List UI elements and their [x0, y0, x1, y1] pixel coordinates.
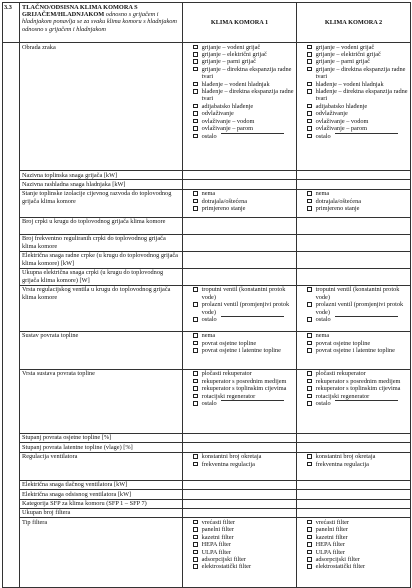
checkbox-option[interactable] — [185, 118, 294, 125]
checkbox-square[interactable] — [307, 348, 312, 353]
checkbox-label: HEPA filter — [201, 541, 231, 549]
options-komora-1 — [183, 331, 297, 369]
checkbox-square[interactable] — [193, 119, 198, 124]
row-label: Ukupna električna snaga crpki (u krugu do toplovodnog grijača klima komore) [W] — [20, 268, 183, 285]
checkbox-square[interactable] — [307, 104, 312, 109]
checkbox-option[interactable] — [185, 519, 294, 526]
checkbox-label: adsorpcijski filter — [201, 555, 246, 563]
checkbox-option[interactable] — [299, 103, 408, 110]
checkbox-option[interactable] — [299, 133, 408, 140]
checkbox-option[interactable] — [185, 301, 294, 316]
checkbox-square[interactable] — [307, 333, 312, 338]
fill-in-line[interactable] — [221, 400, 284, 401]
options-komora-1 — [183, 285, 297, 331]
checkbox-option[interactable] — [185, 340, 294, 347]
checkbox-square[interactable] — [307, 45, 312, 50]
checkbox-square[interactable] — [193, 557, 198, 562]
checkbox-square[interactable] — [307, 191, 312, 196]
fill-in-line[interactable] — [335, 316, 398, 317]
checkbox-option[interactable] — [185, 549, 294, 556]
checkbox-option[interactable] — [185, 133, 294, 140]
row-ventili — [3, 285, 411, 331]
checkbox-option[interactable] — [299, 58, 408, 65]
row-regulacija — [3, 452, 411, 480]
checkbox-label: rekuperator s posrednim medijem — [201, 377, 287, 385]
checkbox-option[interactable] — [185, 66, 294, 81]
row-label: Električna snaga tlačnog ventilatora [kW] — [20, 480, 183, 489]
checkbox-square[interactable] — [307, 52, 312, 57]
row-label: Stupanj povrata osjetne topline [%] — [20, 433, 183, 442]
fill-in-line[interactable] — [335, 133, 398, 134]
checkbox-option[interactable] — [299, 370, 408, 377]
checkbox-square[interactable] — [193, 379, 198, 384]
value-komora-2[interactable] — [297, 251, 411, 268]
checkbox-option[interactable] — [299, 88, 408, 103]
checkbox-square[interactable] — [193, 371, 198, 376]
checkbox-label: grijanje – direktna ekspanzija radne tvari — [201, 65, 292, 81]
checkbox-label: hlađenje – vodeni hladnjak — [201, 80, 270, 88]
checkbox-option[interactable] — [299, 332, 408, 339]
row-label: Broj crpki u krugu do toplovodnog grijača klima komore — [20, 217, 183, 234]
checkbox-option[interactable] — [185, 393, 294, 400]
checkbox-square[interactable] — [193, 401, 198, 406]
checkbox-square[interactable] — [307, 454, 312, 459]
column-header-1: KLIMA KOMORA 1 — [183, 3, 297, 43]
checkbox-label: grijanje – vodeni grijač — [315, 43, 375, 51]
checkbox-square[interactable] — [193, 386, 198, 391]
checkbox-option[interactable] — [185, 400, 294, 407]
checkbox-label: ULPA filter — [315, 548, 345, 556]
checkbox-square[interactable] — [307, 527, 312, 532]
checkbox-square[interactable] — [193, 317, 198, 322]
options-komora-1 — [183, 518, 297, 588]
value-komora-1[interactable] — [183, 490, 297, 499]
checkbox-option[interactable] — [299, 347, 408, 354]
checkbox-square[interactable] — [193, 89, 198, 94]
checkbox-option[interactable] — [299, 400, 408, 407]
checkbox-label: pločasti rekuperator — [201, 370, 252, 378]
checkbox-square[interactable] — [307, 371, 312, 376]
checkbox-square[interactable] — [307, 542, 312, 547]
checkbox-option[interactable] — [299, 541, 408, 548]
checkbox-option[interactable] — [185, 110, 294, 117]
value-komora-1[interactable] — [183, 499, 297, 508]
checkbox-label: hlađenje – direktna ekspanzija radne tvari — [201, 88, 294, 103]
checkbox-label: hlađenje – vodeni hladnjak — [315, 80, 384, 88]
checkbox-label: konstantni broj okretaja — [315, 453, 376, 461]
checkbox-square[interactable] — [193, 564, 198, 569]
checkbox-option[interactable] — [299, 44, 408, 51]
checkbox-label: rekuperator s toplinskim cijevima — [201, 385, 287, 393]
row-label: Električna snaga odsisnog ventilatora [kW] — [20, 490, 183, 499]
checkbox-label: ostalo — [201, 316, 217, 324]
checkbox-option[interactable] — [185, 316, 294, 323]
checkbox-option[interactable] — [185, 378, 294, 385]
checkbox-square[interactable] — [193, 45, 198, 50]
checkbox-label: odvlaživanje — [201, 110, 234, 118]
checkbox-option[interactable] — [185, 563, 294, 570]
checkbox-label: pločasti rekuperator — [315, 370, 366, 378]
checkbox-label: ovlaživanje – vodom — [315, 117, 369, 125]
value-komora-1[interactable] — [183, 508, 297, 517]
checkbox-label: vrećasti filter — [315, 518, 349, 526]
value-komora-1[interactable] — [183, 234, 297, 251]
row-broj-frekventnih — [3, 234, 411, 251]
options-komora-2 — [297, 518, 411, 588]
fill-in-line[interactable] — [335, 400, 398, 401]
checkbox-square[interactable] — [193, 520, 198, 525]
checkbox-label: adijabatsko hlađenje — [315, 102, 368, 110]
checkbox-square[interactable] — [193, 527, 198, 532]
checkbox-square[interactable] — [193, 199, 198, 204]
row-label: Nazivna rashladna snaga hladnjaka [kW] — [20, 180, 183, 189]
checkbox-option[interactable] — [299, 190, 408, 197]
fill-in-line[interactable] — [221, 316, 284, 317]
checkbox-square[interactable] — [307, 394, 312, 399]
checkbox-label: ULPA filter — [201, 548, 231, 556]
options-komora-2 — [297, 285, 411, 331]
checkbox-label: grijanje – električni grijač — [315, 50, 381, 58]
section-title-italic: odnosno s grijačem i hladnjakom ponavlja se za svaku klima komoru s hladnjakom odnosno s grijačem i hladnjakom — [22, 10, 177, 33]
row-stupanj-latentne — [3, 443, 411, 452]
checkbox-option[interactable] — [185, 58, 294, 65]
checkbox-square[interactable] — [307, 82, 312, 87]
row-label: Vrsta regulacijskog ventila u krugu do toplovodnog grijača klima komore — [20, 285, 183, 331]
value-komora-2[interactable] — [297, 171, 411, 180]
options-komora-1 — [183, 43, 297, 171]
checkbox-label: adijabatsko hlađenje — [201, 102, 254, 110]
checkbox-option[interactable] — [185, 51, 294, 58]
column-header-2: KLIMA KOMORA 2 — [297, 3, 411, 43]
checkbox-label: rekuperator s toplinskim cijevima — [315, 385, 401, 393]
checkbox-option[interactable] — [185, 461, 294, 468]
checkbox-label: rotacijski regenerator — [201, 392, 256, 400]
row-label: Stupanj povrata latentne topline (vlage) [%] — [20, 443, 183, 452]
checkbox-square[interactable] — [193, 462, 198, 467]
checkbox-option[interactable] — [185, 556, 294, 563]
checkbox-square[interactable] — [307, 520, 312, 525]
checkbox-square[interactable] — [307, 557, 312, 562]
checkbox-option[interactable] — [185, 347, 294, 354]
row-obrada-zraka — [3, 43, 411, 171]
checkbox-label: vrećasti filter — [201, 518, 235, 526]
checkbox-label: prolazni ventil (promjenjivi protok vode) — [315, 301, 404, 316]
value-komora-1[interactable] — [183, 443, 297, 452]
checkbox-label: kazetni filter — [315, 533, 348, 541]
row-label: Ukupan broj filtera — [20, 508, 183, 517]
checkbox-square[interactable] — [307, 59, 312, 64]
row-label: Broj frekventno reguliranih crpki do toplovodnog grijača klima komore — [20, 234, 183, 251]
checkbox-label: rotacijski regenerator — [315, 392, 370, 400]
checkbox-label: grijanje – električni grijač — [201, 50, 267, 58]
checkbox-label: grijanje – direktna ekspanzija radne tvari — [315, 65, 406, 81]
checkbox-option[interactable] — [299, 385, 408, 392]
value-komora-2[interactable] — [297, 490, 411, 499]
value-komora-1[interactable] — [183, 251, 297, 268]
checkbox-label: grijanje – vodeni grijač — [201, 43, 261, 51]
checkbox-square[interactable] — [193, 542, 198, 547]
value-komora-2[interactable] — [297, 217, 411, 234]
checkbox-option[interactable] — [185, 541, 294, 548]
row-sfp — [3, 499, 411, 508]
value-komora-2[interactable] — [297, 508, 411, 517]
checkbox-square[interactable] — [307, 119, 312, 124]
header-row — [3, 3, 411, 43]
checkbox-square[interactable] — [307, 126, 312, 131]
options-komora-2 — [297, 331, 411, 369]
checkbox-label: hlađenje – direktna ekspanzija radne tvari — [315, 88, 408, 103]
checkbox-label: ostalo — [315, 316, 331, 324]
checkbox-label: povrat osjetne topline — [315, 339, 371, 347]
checkbox-option[interactable] — [299, 51, 408, 58]
number-column — [3, 43, 20, 588]
checkbox-label: adsorpcijski filter — [315, 555, 360, 563]
section-number: 3.3 — [3, 3, 20, 43]
checkbox-label: povrat osjetne i latentne topline — [201, 347, 281, 355]
checkbox-option[interactable] — [299, 198, 408, 205]
value-komora-1[interactable] — [183, 180, 297, 189]
checkbox-option[interactable] — [185, 453, 294, 460]
checkbox-option[interactable] — [299, 118, 408, 125]
checkbox-option[interactable] — [299, 340, 408, 347]
checkbox-label: ostalo — [315, 132, 331, 140]
checkbox-option[interactable] — [185, 205, 294, 212]
checkbox-square[interactable] — [307, 302, 312, 307]
checkbox-option[interactable] — [299, 556, 408, 563]
value-komora-2[interactable] — [297, 234, 411, 251]
row-izolacija — [3, 189, 411, 217]
checkbox-label: ostalo — [201, 400, 217, 408]
checkbox-square[interactable] — [307, 199, 312, 204]
checkbox-label: nema — [315, 190, 330, 198]
row-label: Stanje toplinske izolacije cijevnog razvoda do toplovodnog grijača klima komore — [20, 189, 183, 217]
value-komora-1[interactable] — [183, 433, 297, 442]
checkbox-square[interactable] — [307, 550, 312, 555]
checkbox-option[interactable] — [299, 549, 408, 556]
value-komora-2[interactable] — [297, 433, 411, 442]
checkbox-label: frekventna regulacija — [201, 460, 255, 468]
checkbox-label: troputni ventil (konstantni protok vode) — [201, 286, 286, 301]
checkbox-label: nema — [201, 190, 216, 198]
checkbox-label: ostalo — [201, 132, 217, 140]
checkbox-square[interactable] — [193, 348, 198, 353]
checkbox-square[interactable] — [193, 104, 198, 109]
checkbox-label: elektrostatički filter — [201, 563, 252, 571]
row-label: Električna snaga radne crpke (u krugu do toplovodnog grijača klima komore) [kW] — [20, 251, 183, 268]
row-broj-crpki — [3, 217, 411, 234]
checkbox-square[interactable] — [307, 89, 312, 94]
checkbox-option[interactable] — [299, 316, 408, 323]
checkbox-option[interactable] — [185, 286, 294, 301]
checkbox-label: ovlaživanje – parom — [315, 125, 367, 133]
row-broj-filtera — [3, 508, 411, 517]
checkbox-square[interactable] — [307, 341, 312, 346]
checkbox-option[interactable] — [185, 88, 294, 103]
row-label: Obrada zraka — [20, 43, 183, 171]
checkbox-option[interactable] — [185, 190, 294, 197]
checkbox-square[interactable] — [193, 302, 198, 307]
checkbox-square[interactable] — [307, 564, 312, 569]
row-stupanj-osjetne — [3, 433, 411, 442]
checkbox-option[interactable] — [299, 110, 408, 117]
checkbox-option[interactable] — [185, 103, 294, 110]
row-snaga-odsisnog — [3, 490, 411, 499]
options-komora-2 — [297, 452, 411, 480]
checkbox-square[interactable] — [193, 550, 198, 555]
checkbox-option[interactable] — [299, 393, 408, 400]
row-label: Regulacija ventilatora — [20, 452, 183, 480]
checkbox-label: ovlaživanje – vodom — [201, 117, 255, 125]
checkbox-label: nema — [201, 332, 216, 340]
options-komora-2 — [297, 189, 411, 217]
checkbox-label: odvlaživanje — [315, 110, 348, 118]
checkbox-square[interactable] — [307, 67, 312, 72]
value-komora-2[interactable] — [297, 268, 411, 285]
row-filtri — [3, 518, 411, 588]
ac-unit-form-table — [2, 2, 411, 588]
checkbox-option[interactable] — [299, 526, 408, 533]
options-komora-1 — [183, 452, 297, 480]
checkbox-label: konstantni broj okretaja — [201, 453, 262, 461]
checkbox-option[interactable] — [299, 378, 408, 385]
checkbox-label: povrat osjetne topline — [201, 339, 257, 347]
checkbox-label: panelni filter — [201, 526, 234, 534]
row-label: Kategorija SFP za klima komoru (SFP 1 – SFP 7) — [20, 499, 183, 508]
checkbox-square[interactable] — [307, 379, 312, 384]
row-el-snaga-crpke — [3, 251, 411, 268]
checkbox-square[interactable] — [307, 386, 312, 391]
checkbox-label: rekuperator s posrednim medijem — [315, 377, 401, 385]
checkbox-label: elektrostatički filter — [315, 563, 366, 571]
checkbox-square[interactable] — [193, 333, 198, 338]
row-snaga-grijaca — [3, 171, 411, 180]
checkbox-label: prolazni ventil (promjenjivi protok vode) — [201, 301, 290, 316]
checkbox-square[interactable] — [193, 454, 198, 459]
row-ukupna-el-snaga — [3, 268, 411, 285]
checkbox-option[interactable] — [299, 519, 408, 526]
checkbox-option[interactable] — [299, 534, 408, 541]
checkbox-option[interactable] — [299, 301, 408, 316]
options-komora-2 — [297, 369, 411, 433]
checkbox-option[interactable] — [299, 453, 408, 460]
value-komora-1[interactable] — [183, 171, 297, 180]
checkbox-label: primjereno stanje — [315, 205, 360, 213]
checkbox-square[interactable] — [193, 82, 198, 87]
checkbox-square[interactable] — [307, 206, 312, 211]
checkbox-label: grijanje – parni grijač — [201, 58, 256, 66]
checkbox-square[interactable] — [307, 401, 312, 406]
row-snaga-hladnjaka — [3, 180, 411, 189]
checkbox-label: grijanje – parni grijač — [315, 58, 370, 66]
checkbox-label: HEPA filter — [315, 541, 345, 549]
checkbox-option[interactable] — [299, 66, 408, 81]
row-povrat — [3, 331, 411, 369]
checkbox-option[interactable] — [185, 44, 294, 51]
row-label: Tip filtera — [20, 518, 183, 588]
value-komora-2[interactable] — [297, 180, 411, 189]
checkbox-label: dotrajala/oštećena — [315, 197, 362, 205]
checkbox-label: dotrajala/oštećena — [201, 197, 248, 205]
section-title — [20, 3, 183, 43]
checkbox-option[interactable] — [299, 286, 408, 301]
checkbox-label: kazetni filter — [201, 533, 234, 541]
checkbox-square[interactable] — [193, 394, 198, 399]
checkbox-option[interactable] — [185, 370, 294, 377]
value-komora-2[interactable] — [297, 443, 411, 452]
row-label: Nazivna toplinska snaga grijača [kW] — [20, 171, 183, 180]
checkbox-option[interactable] — [299, 125, 408, 132]
checkbox-option[interactable] — [185, 198, 294, 205]
checkbox-label: primjereno stanje — [201, 205, 246, 213]
value-komora-1[interactable] — [183, 480, 297, 489]
checkbox-square[interactable] — [193, 59, 198, 64]
value-komora-1[interactable] — [183, 217, 297, 234]
value-komora-2[interactable] — [297, 480, 411, 489]
checkbox-square[interactable] — [193, 52, 198, 57]
row-vrsta-povrata — [3, 369, 411, 433]
checkbox-label: panelni filter — [315, 526, 348, 534]
options-komora-1 — [183, 369, 297, 433]
checkbox-square[interactable] — [193, 134, 198, 139]
checkbox-option[interactable] — [185, 332, 294, 339]
checkbox-label: nema — [315, 332, 330, 340]
checkbox-square[interactable] — [193, 67, 198, 72]
checkbox-square[interactable] — [307, 317, 312, 322]
checkbox-square[interactable] — [193, 287, 198, 292]
row-snaga-tlacnog — [3, 480, 411, 489]
options-komora-1 — [183, 189, 297, 217]
checkbox-option[interactable] — [299, 461, 408, 468]
value-komora-2[interactable] — [297, 499, 411, 508]
checkbox-square[interactable] — [193, 111, 198, 116]
checkbox-square[interactable] — [193, 126, 198, 131]
checkbox-square[interactable] — [307, 462, 312, 467]
checkbox-option[interactable] — [185, 526, 294, 533]
checkbox-square[interactable] — [193, 535, 198, 540]
checkbox-option[interactable] — [185, 534, 294, 541]
checkbox-label: frekventna regulacija — [315, 460, 369, 468]
value-komora-1[interactable] — [183, 268, 297, 285]
checkbox-square[interactable] — [307, 134, 312, 139]
checkbox-label: povrat osjetne i latentne topline — [315, 347, 395, 355]
checkbox-square[interactable] — [307, 287, 312, 292]
fill-in-line[interactable] — [221, 133, 284, 134]
row-label: Sustav povrata topline — [20, 331, 183, 369]
checkbox-option[interactable] — [299, 81, 408, 88]
checkbox-label: ovlaživanje – parom — [201, 125, 253, 133]
checkbox-square[interactable] — [193, 206, 198, 211]
section-title-bold: TLAČNO/ODSISNA KLIMA KOMORA S GRIJAČEM/HLADNJAKOM — [22, 3, 138, 18]
checkbox-label: troputni ventil (konstantni protok vode) — [315, 286, 400, 301]
row-label: Vrsta sustava povrata topline — [20, 369, 183, 433]
checkbox-option[interactable] — [185, 385, 294, 392]
checkbox-square[interactable] — [193, 191, 198, 196]
checkbox-square[interactable] — [307, 535, 312, 540]
checkbox-option[interactable] — [185, 81, 294, 88]
options-komora-2 — [297, 43, 411, 171]
checkbox-option[interactable] — [299, 205, 408, 212]
checkbox-square[interactable] — [193, 341, 198, 346]
checkbox-option[interactable] — [299, 563, 408, 570]
checkbox-square[interactable] — [307, 111, 312, 116]
checkbox-option[interactable] — [185, 125, 294, 132]
checkbox-label: ostalo — [315, 400, 331, 408]
